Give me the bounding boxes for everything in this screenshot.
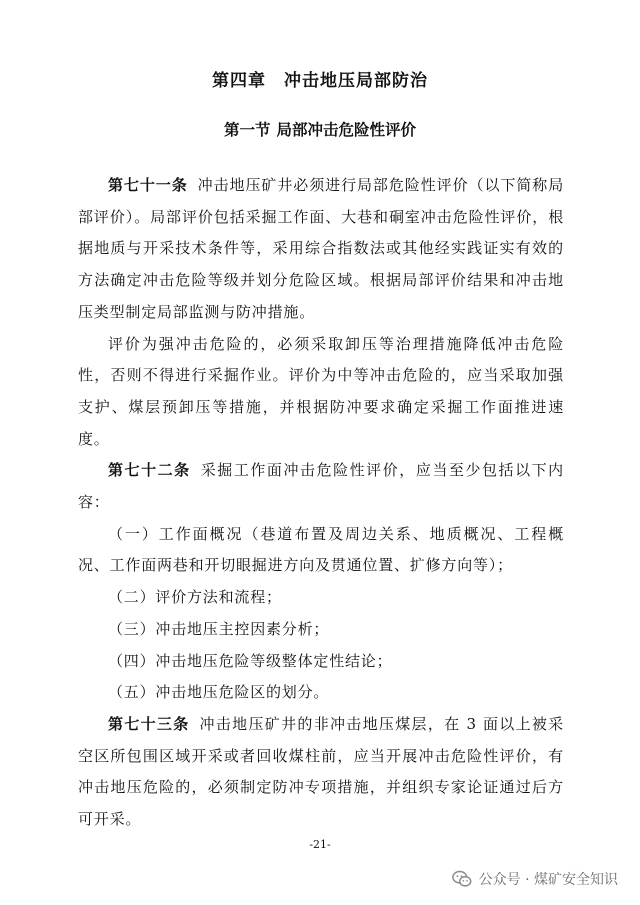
article-label: 第七十一条	[108, 176, 188, 194]
paragraph-text: 评价为强冲击危险的，必须采取卸压等治理措施降低冲击危险性，否则不得进行采掘作业。评价为中等冲击危险的，应当采取加强支护、煤层预卸压等措施，并根据防冲要求确定采掘工作面推进速度。	[78, 334, 564, 448]
document-body	[78, 170, 564, 836]
section-heading	[0, 118, 640, 140]
paragraph	[78, 455, 564, 518]
paragraph-text: （二）评价方法和流程；	[108, 588, 282, 607]
page-number: -21-	[309, 838, 331, 851]
article-label: 第七十二条	[108, 461, 191, 480]
section-number: 第一节	[223, 121, 271, 139]
chapter-number: 第四章	[212, 71, 266, 91]
paragraph	[78, 329, 564, 456]
section-title: 局部冲击危险性评价	[276, 121, 417, 139]
paragraph	[78, 709, 564, 836]
chapter-title: 冲击地压局部防治	[284, 71, 428, 91]
chapter-heading	[0, 66, 640, 91]
wechat-icon	[451, 868, 473, 890]
paragraph	[78, 170, 564, 329]
paragraph-text: （五）冲击地压危险区的划分。	[108, 683, 330, 702]
paragraph-text: 冲击地压矿井必须进行局部危险性评价（以下简称局部评价）。局部评价包括采掘工作面、大巷和硐室冲击危险性评价，根据地质与开采技术条件等，采用综合指数法或其他经实践证实有效的方法确定冲击危险等级并划分危险区域。根据局部评价结果和冲击地压类型制定局部监测与防冲措施。	[78, 176, 564, 321]
list-item	[78, 614, 564, 646]
watermark-text: 公众号 · 煤矿安全知识	[478, 872, 618, 888]
paragraph-text: 采掘工作面冲击危险性评价，应当至少包括以下内容：	[78, 461, 564, 512]
list-item	[78, 582, 564, 614]
list-item	[78, 677, 564, 709]
paragraph-text: 冲击地压矿井的非冲击地压煤层，在 3 面以上被采空区所包围区域开采或者回收煤柱前，应当开展冲击危险性评价，有冲击地压危险的，必须制定防冲专项措施，并组织专家论证通过后方可开采。	[78, 714, 564, 829]
list-item	[78, 646, 564, 678]
watermark	[451, 866, 618, 892]
list-item	[78, 519, 564, 582]
paragraph-text: （一）工作面概况（巷道布置及周边关系、地质概况、工程概况、工作面两巷和开切眼掘进方向及贯通位置、扩修方向等）；	[78, 524, 564, 575]
paragraph-text: （三）冲击地压主控因素分析；	[108, 619, 330, 638]
article-label: 第七十三条	[108, 714, 190, 733]
paragraph-text: （四）冲击地压危险等级整体定性结论；	[108, 651, 393, 670]
